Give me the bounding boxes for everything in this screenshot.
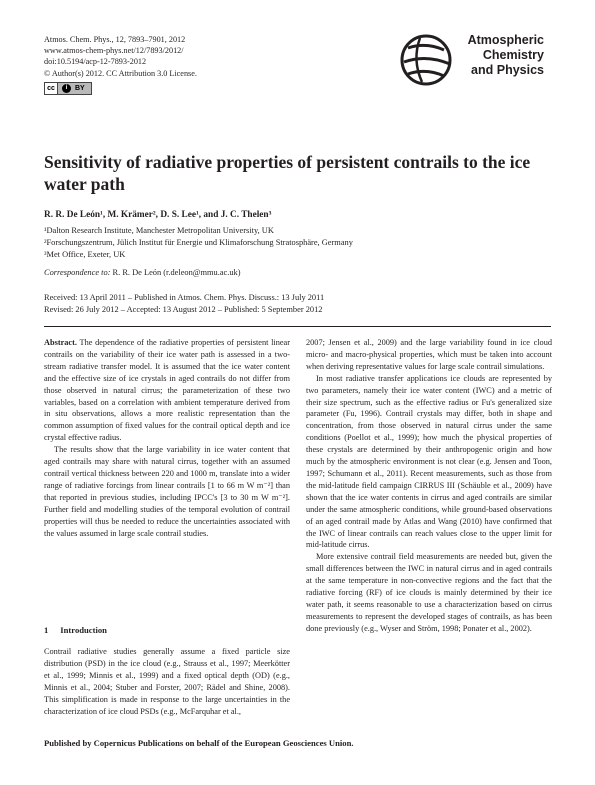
intro-paragraph: Contrail radiative studies generally assume a fixed particle size distribution (PSD) in the ice cloud (e.g., Strauss et al., 1997; Meerkötter et al., 1999; Minnis et al., 1999) and a fixed optical depth (OD) (e.g., Minnis et al., 2004; Stuber and Forster, 2007; Rädel and Shine, 2008). This simplification is made in response to the large uncertainties in the characterization of ice cloud PSDs (e.g., McFarquhar et al., [44,647,290,716]
affiliation: ³Met Office, Exeter, UK [44,250,126,259]
copyright-line: © Author(s) 2012. CC Attribution 3.0 License. [44,68,197,78]
section-number: 1 [44,625,49,635]
abstract-paragraph-2: The results show that the large variability in ice water content that aged contrails may share with natural cirrus, together with an assumed contrail vertical thickness between 220 and 1000 m, translate into a wider range of radiative forcings from linear contrails [1 to 66 m W m⁻²] than that reported in previous studies, including IPCC's [3 to 30 m W m⁻²]. Further field and modelling studies of the temporal evolution of contrail properties will thus be needed to reduce the uncertainties associated with the values assumed in large scale contrail studies. [44,445,290,538]
correspondence-contact[interactable]: R. R. De León (r.deleon@mmu.ac.uk) [110,268,241,277]
journal-logo [398,32,558,84]
received-line: Received: 13 April 2011 – Published in Atmos. Chem. Phys. Discuss.: 13 July 2011 [44,293,325,302]
affiliations [44,225,353,261]
left-column [44,337,290,539]
section-heading [44,625,119,635]
publication-dates [44,292,324,316]
article-doi[interactable]: doi:10.5194/acp-12-7893-2012 [44,57,147,67]
publisher-footer: Published by Copernicus Publications on behalf of the European Geosciences Union. [44,738,354,748]
cc-by-label: BY [75,84,85,92]
correspondence [44,268,241,277]
body-paragraph: 2007; Jensen et al., 2009) and the large variability found in ice cloud micro- and macro-physical properties, which must be taken into account when deriving representative values for large scale contrail simulations. [306,338,552,371]
abstract-paragraph [44,337,290,444]
affiliation: ¹Dalton Research Institute, Manchester Metropolitan University, UK [44,226,274,235]
cc-icon: cc [45,83,58,94]
paper-title: Sensitivity of radiative properties of persistent contrails to the ice water path [44,152,531,194]
by-icon: i [62,84,71,93]
author-list: R. R. De León¹, M. Krämer², D. S. Lee¹, and J. C. Thelen³ [44,210,272,220]
abstract-text: The dependence of the radiative properties of persistent linear contrails on the variability of their ice water path is assessed in a two-stream radiative transfer model. It is assumed that the ice water content and the effective size of ice crystals in aged contrails do not differ from those observed in natural cirrus; the parameterization of these two variables, based on a correlation with ambient temperature derived from in situ observations, allows a more realistic representation than the common assumption of fixed values for the contrail optical depth and ice crystal effective radius. [44,338,290,443]
correspondence-label: Correspondence to: [44,268,111,277]
body-paragraph: In most radiative transfer applications ice clouds are represented by two parameters, namely their ice water content (IWC) and a metric of their size spectrum, such as the effective radius or Fu's generalized size parameter (Fu, 1996). Contrail crystals may differ, both in shape and concentration, from those observed in natural cirrus under the same conditions (Poellot et al., 1999); how much the physical properties of these crystals are determined by their anthropogenic origin and how much by the atmospheric environment is not clear (e.g. Jensen and Toon, 1997; Schumann et al., 2011). Recent measurements, such as those from the mid-latitude field campaign CIRRUS III (Schäuble et al., 2009) have shown that the ice water contents in cirrus and aged contrails are similar under the same atmospheric conditions, while ground-based observations of an aged contrail made by Atlas and Wang (2010) have confirmed that the IWC of linear contrails can reach values close to the upper limit for mid-latitude cirrus. [306,373,552,550]
cc-by-badge[interactable] [44,82,92,95]
affiliation: ²Forschungszentrum, Jülich Institut für Energie und Klimaforschung Stratosphäre, Germany [44,238,353,247]
logo-line-3: and Physics [471,63,544,77]
header-divider [44,326,551,327]
revised-line: Revised: 26 July 2012 – Accepted: 13 August 2012 – Published: 5 September 2012 [44,305,323,314]
abstract-label: Abstract. [44,338,77,347]
section-title: Introduction [60,625,107,635]
logo-line-2: Chemistry [482,48,544,62]
egu-globe-icon [398,32,458,88]
intro-text [44,646,290,717]
right-column [306,337,552,635]
journal-metadata [44,34,197,95]
journal-reference: Atmos. Chem. Phys., 12, 7893–7901, 2012 [44,35,186,44]
body-paragraph: More extensive contrail field measurements are needed but, given the small differences between the IWC in natural cirrus and in aged contrails at the same temperature in non-convective regions and the fact that the radiative forcing (RF) of ice clouds is mainly determined by their ice water path, it seems reasonable to use a characterization based on cirrus measurements to represent the developed stages of contrails, as has been done previously (e.g., Wyser and Ström, 1998; Ponater et al., 2002). [306,552,552,633]
logo-line-1: Atmospheric [467,33,544,47]
article-url[interactable]: www.atmos-chem-phys.net/12/7893/2012/ [44,46,184,56]
